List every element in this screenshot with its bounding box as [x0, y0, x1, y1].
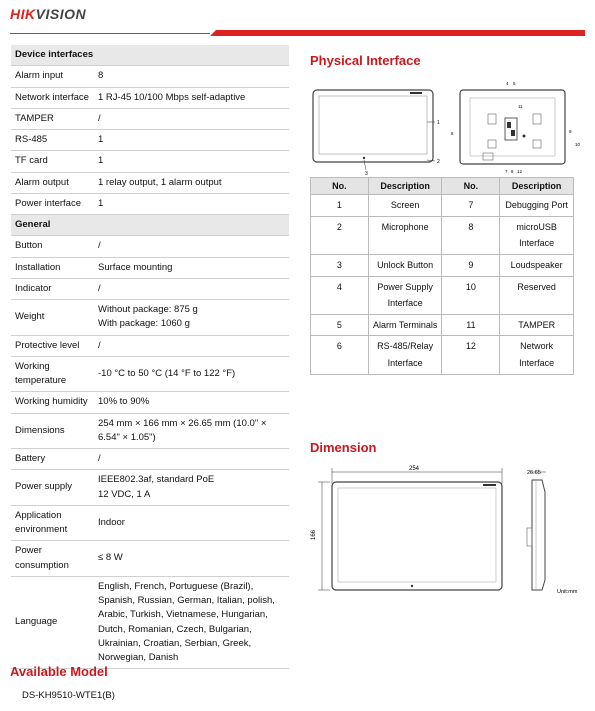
spec-row: [11, 236, 289, 257]
phys-cell: 2: [311, 216, 369, 254]
spec-key: Alarm input: [11, 66, 94, 87]
spec-key: Working humidity: [11, 392, 94, 413]
spec-row: [11, 87, 289, 108]
spec-value: -10 °C to 50 °C (14 °F to 122 °F): [94, 356, 289, 392]
spec-value: Indoor: [94, 505, 289, 541]
phys-row: [311, 276, 574, 314]
phys-header: No.: [442, 178, 500, 195]
phys-cell: 7: [442, 195, 500, 217]
spec-row: [11, 470, 289, 506]
spec-row: [11, 576, 289, 669]
phys-cell: microUSB Interface: [500, 216, 574, 254]
phys-row: [311, 314, 574, 336]
spec-section-header: General: [11, 215, 289, 236]
phys-cell: Alarm Terminals: [368, 314, 442, 336]
phys-header: Description: [500, 178, 574, 195]
back-panel-outline: [460, 90, 565, 164]
phys-row: [311, 195, 574, 217]
callout-4: 4: [506, 81, 509, 86]
available-model-title: Available Model: [10, 664, 108, 679]
front-panel-outline: [313, 90, 433, 162]
phys-cell: Reserved: [500, 276, 574, 314]
physical-interface-title: Physical Interface: [310, 53, 421, 68]
phys-cell: 6: [311, 336, 369, 374]
spec-value: /: [94, 278, 289, 299]
spec-row: [11, 108, 289, 129]
spec-row: [11, 151, 289, 172]
dimension-drawing: [305, 462, 590, 602]
phys-cell: 1: [311, 195, 369, 217]
physical-interface-diagram: [305, 80, 590, 175]
unit-label: Unit:mm: [557, 589, 578, 595]
spec-key: TF card: [11, 151, 94, 172]
spec-key: Protective level: [11, 335, 94, 356]
phys-cell: 10: [442, 276, 500, 314]
spec-key: RS-485: [11, 130, 94, 151]
spec-value: ≤ 8 W: [94, 541, 289, 577]
spec-key: Power supply: [11, 470, 94, 506]
spec-value: Without package: 875 g With package: 1060 g: [94, 300, 289, 336]
callout-7: 7: [505, 169, 508, 174]
phys-cell: Network Interface: [500, 336, 574, 374]
spec-key: Indicator: [11, 278, 94, 299]
phys-cell: Unlock Button: [368, 254, 442, 276]
spec-row: [11, 278, 289, 299]
spec-value: Surface mounting: [94, 257, 289, 278]
spec-key: Dimensions: [11, 413, 94, 449]
width-label: 254: [409, 466, 420, 472]
spec-value: 1 RJ-45 10/100 Mbps self-adaptive: [94, 87, 289, 108]
callout-2: 2: [437, 159, 440, 165]
spec-value: 10% to 90%: [94, 392, 289, 413]
callout-3: 3: [365, 171, 368, 175]
phys-cell: RS-485/Relay Interface: [368, 336, 442, 374]
spec-key: Battery: [11, 449, 94, 470]
dimension-title: Dimension: [310, 440, 377, 455]
spec-row: [11, 541, 289, 577]
spec-table: [11, 45, 289, 669]
phys-header: Description: [368, 178, 442, 195]
callout-12: 12: [517, 169, 523, 174]
spec-value: /: [94, 335, 289, 356]
spec-key: Power consumption: [11, 541, 94, 577]
spec-value: /: [94, 108, 289, 129]
spec-row: [11, 257, 289, 278]
spec-value: 1: [94, 193, 289, 214]
spec-key: Language: [11, 576, 94, 669]
phys-cell: TAMPER: [500, 314, 574, 336]
spec-row: [11, 300, 289, 336]
spec-key: Network interface: [11, 87, 94, 108]
spec-key: Installation: [11, 257, 94, 278]
spec-value: /: [94, 236, 289, 257]
callout-8: 8: [511, 169, 514, 174]
callout-6: 6: [451, 131, 454, 136]
height-label: 166: [311, 529, 317, 540]
spec-value: 254 mm × 166 mm × 26.65 mm (10.0" × 6.54" × 1.05"): [94, 413, 289, 449]
spec-section-header: Device interfaces: [11, 45, 289, 66]
spec-value: IEEE802.3af, standard PoE 12 VDC, 1 A: [94, 470, 289, 506]
spec-row: [11, 505, 289, 541]
phys-cell: 11: [442, 314, 500, 336]
phys-row: [311, 216, 574, 254]
spec-key: Weight: [11, 300, 94, 336]
spec-value: /: [94, 449, 289, 470]
phys-row: [311, 336, 574, 374]
depth-label: 26.65: [527, 470, 541, 476]
spec-value: 1: [94, 130, 289, 151]
spec-key: Working temperature: [11, 356, 94, 392]
phys-cell: 5: [311, 314, 369, 336]
spec-value: 8: [94, 66, 289, 87]
phys-cell: 4: [311, 276, 369, 314]
spec-value: 1 relay output, 1 alarm output: [94, 172, 289, 193]
phys-cell: 8: [442, 216, 500, 254]
callout-9: 9: [569, 129, 572, 134]
spec-row: [11, 356, 289, 392]
phys-cell: Loudspeaker: [500, 254, 574, 276]
spec-row: [11, 130, 289, 151]
phys-cell: Debugging Port: [500, 195, 574, 217]
phys-cell: 12: [442, 336, 500, 374]
spec-key: Alarm output: [11, 172, 94, 193]
front-outline: [332, 482, 502, 590]
spec-row: [11, 449, 289, 470]
phys-header: No.: [311, 178, 369, 195]
callout-11: 11: [518, 104, 523, 109]
spec-row: [11, 172, 289, 193]
spec-row: [11, 193, 289, 214]
spec-row: [11, 66, 289, 87]
spec-key: Application environment: [11, 505, 94, 541]
spec-key: Button: [11, 236, 94, 257]
spec-value: 1: [94, 151, 289, 172]
callout-1: 1: [437, 120, 440, 126]
phys-cell: 9: [442, 254, 500, 276]
callout-10: 10: [575, 142, 581, 147]
spec-value: English, French, Portuguese (Brazil), Spanish, Russian, German, Italian, polish, Arabic, Turkish, Vietnamese, Hungarian, Dutch, Romanian, Czech, Bulgarian, Ukrainian, Croatian, Serbian, Greek, Norwegian, Danish: [94, 576, 289, 669]
physical-interface-table: [310, 177, 574, 375]
spec-key: TAMPER: [11, 108, 94, 129]
phys-cell: Power Supply Interface: [368, 276, 442, 314]
phys-row: [311, 254, 574, 276]
spec-key: Power interface: [11, 193, 94, 214]
callout-5: 5: [513, 81, 516, 86]
spec-row: [11, 335, 289, 356]
hikvision-logo: HIKVISION: [10, 6, 87, 22]
spec-row: [11, 392, 289, 413]
phys-cell: Microphone: [368, 216, 442, 254]
phys-cell: 3: [311, 254, 369, 276]
spec-row: [11, 413, 289, 449]
header-rule: [10, 30, 585, 36]
phys-cell: Screen: [368, 195, 442, 217]
model-number: DS-KH9510-WTE1(B): [22, 690, 115, 701]
